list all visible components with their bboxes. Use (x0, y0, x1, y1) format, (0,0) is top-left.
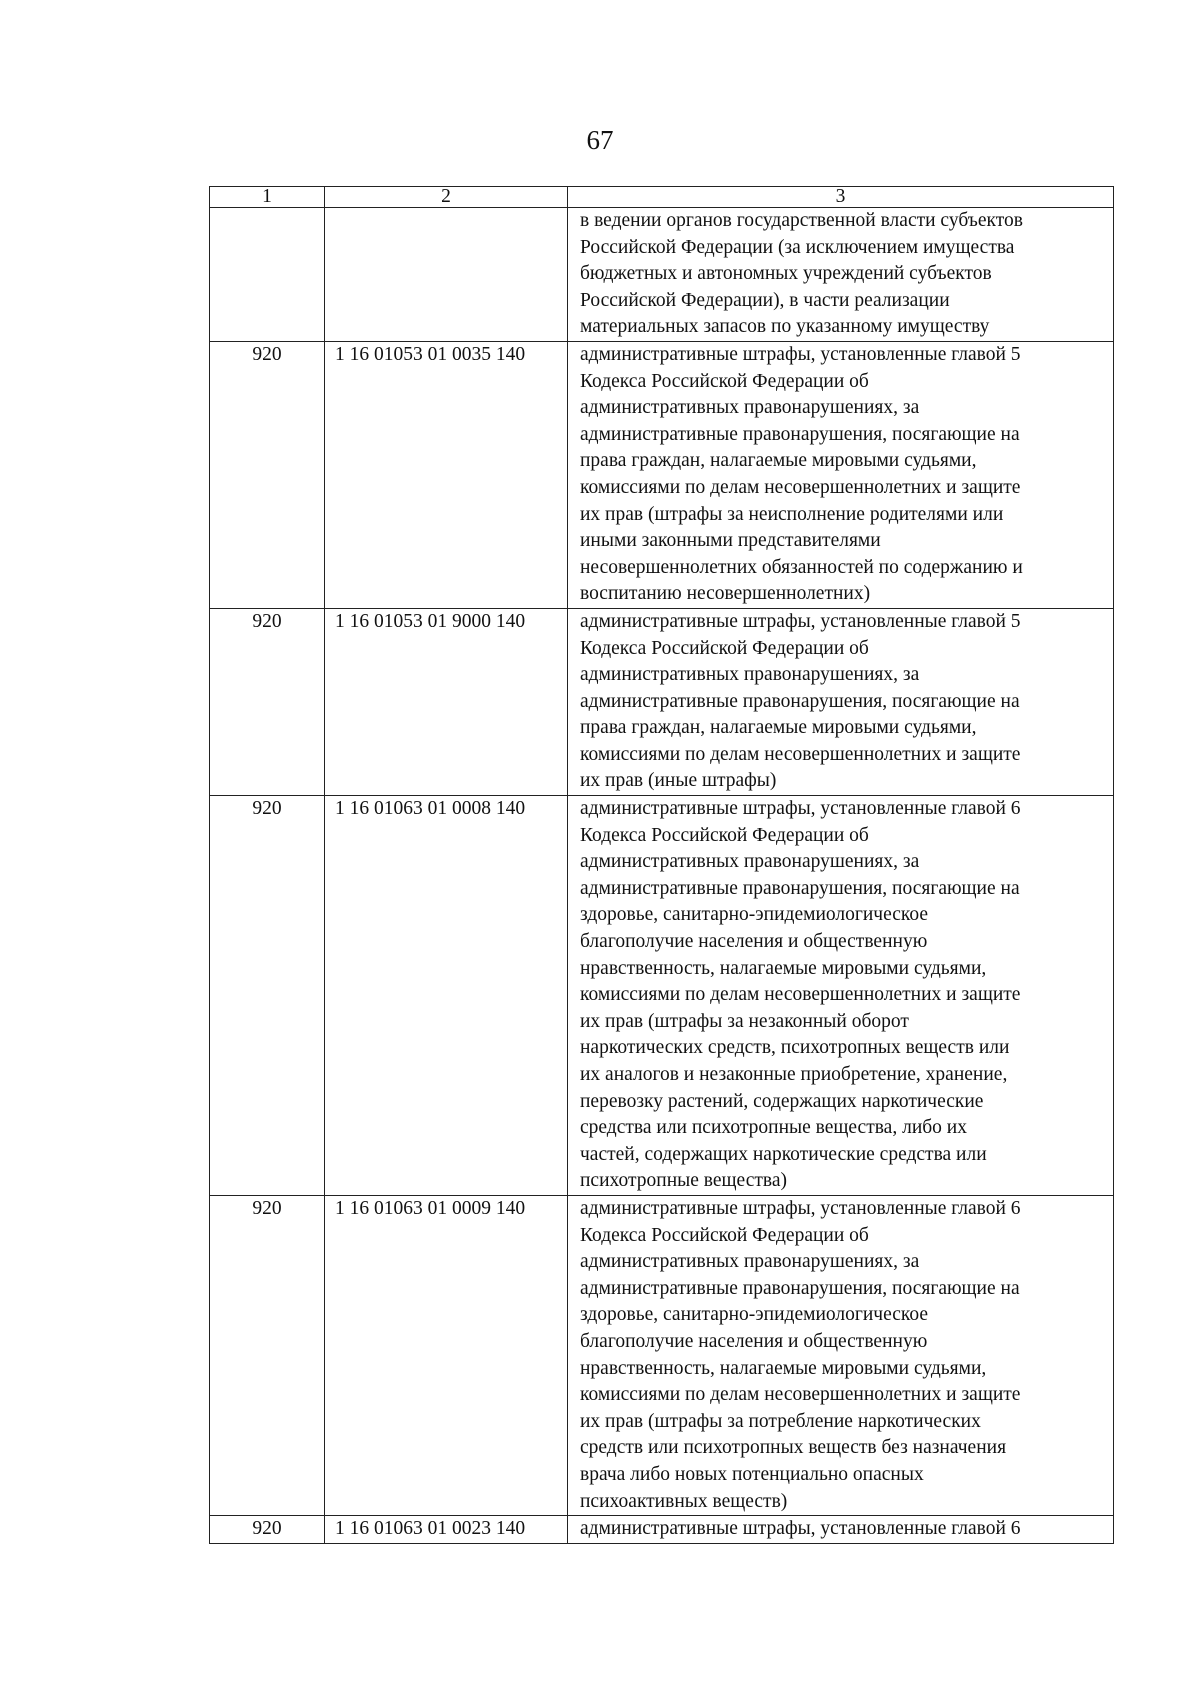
administrator-code-cell: 920 (210, 608, 325, 795)
budget-classification-code-cell: 1 16 01063 01 0023 140 (325, 1516, 568, 1544)
budget-classification-code-cell: 1 16 01053 01 0035 140 (325, 341, 568, 608)
description-line: административных правонарушениях, за (580, 664, 920, 686)
budget-classification-code-cell (325, 208, 568, 342)
description-line: Кодекса Российской Федерации об (580, 824, 869, 846)
description-line: административные штрафы, установленные главой 6 (580, 1197, 1021, 1219)
administrator-code-cell: 920 (210, 341, 325, 608)
description-line: Российской Федерации), в части реализации (580, 289, 950, 311)
description-line: права граждан, налагаемые мировыми судьями, (580, 717, 977, 739)
page-number: 67 (586, 125, 614, 155)
description-line: воспитанию несовершеннолетних) (580, 583, 871, 605)
administrator-code-cell: 920 (210, 1516, 325, 1544)
description-line: частей, содержащих наркотические средства или (580, 1143, 987, 1165)
description-line: их прав (штрафы за неисполнение родителями или (580, 503, 1004, 525)
description-line: материальных запасов по указанному имуществу (580, 316, 990, 338)
description-line: средств или психотропных веществ без назначения (580, 1437, 1007, 1459)
description-line: бюджетных и автономных учреждений субъектов (580, 263, 992, 285)
description-line: их прав (иные штрафы) (580, 770, 777, 792)
table-row (210, 796, 1114, 1196)
description-line: Кодекса Российской Федерации об (580, 637, 869, 659)
administrator-code-cell: 920 (210, 1195, 325, 1515)
description-line: здоровье, санитарно-эпидемиологическое (580, 1304, 929, 1326)
description-line: административные правонарушения, посягающие на (580, 1277, 1020, 1299)
revenue-description-cell (568, 341, 1114, 608)
description-line: иными законными представителями (580, 530, 881, 552)
description-line: административные правонарушения, посягающие на (580, 690, 1020, 712)
table-row (210, 208, 1114, 342)
budget-classification-code-cell: 1 16 01063 01 0008 140 (325, 796, 568, 1196)
description-line: перевозку растений, содержащих наркотические (580, 1090, 984, 1112)
description-line: врача либо новых потенциально опасных (580, 1463, 924, 1485)
description-line: Российской Федерации (за исключением имущества (580, 236, 1015, 258)
description-line: наркотических средств, психотропных веществ или (580, 1037, 1010, 1059)
administrator-code-cell: 920 (210, 796, 325, 1196)
description-line: средства или психотропные вещества, либо их (580, 1117, 967, 1139)
description-line: благополучие населения и общественную (580, 1330, 928, 1352)
description-line: административных правонарушениях, за (580, 397, 920, 419)
revenue-description-cell (568, 208, 1114, 342)
description-line: административные штрафы, установленные главой 5 (580, 610, 1021, 632)
description-line: благополучие населения и общественную (580, 931, 928, 953)
table-row (210, 608, 1114, 795)
description-line: административные штрафы, установленные главой 6 (580, 1518, 1021, 1540)
column-number-1: 1 (210, 187, 325, 208)
description-line: их аналогов и незаконные приобретение, хранение, (580, 1064, 1008, 1085)
description-line: комиссиями по делам несовершеннолетних и защите (580, 743, 1021, 765)
description-line: административные правонарушения, посягающие на (580, 877, 1020, 899)
table-row (210, 1195, 1114, 1515)
description-line: административные штрафы, установленные главой 5 (580, 343, 1021, 365)
description-line: здоровье, санитарно-эпидемиологическое (580, 904, 929, 926)
budget-classification-code-cell: 1 16 01053 01 9000 140 (325, 608, 568, 795)
description-line: нравственность, налагаемые мировыми судьями, (580, 957, 987, 979)
description-line: комиссиями по делам несовершеннолетних и защите (580, 984, 1021, 1006)
description-line: психотропные вещества) (580, 1170, 787, 1192)
description-line: Кодекса Российской Федерации об (580, 370, 869, 392)
column-number-3: 3 (568, 187, 1114, 208)
description-line: административных правонарушениях, за (580, 851, 920, 873)
description-line: Кодекса Российской Федерации об (580, 1224, 869, 1246)
column-number-header-row (210, 187, 1114, 208)
revenue-description-cell (568, 608, 1114, 795)
description-line: их прав (штрафы за незаконный оборот (580, 1010, 909, 1032)
table-row (210, 341, 1114, 608)
description-line: административных правонарушениях, за (580, 1251, 920, 1273)
revenue-description-cell (568, 1195, 1114, 1515)
revenue-codes-table (209, 186, 1114, 1544)
description-line: их прав (штрафы за потребление наркотических (580, 1410, 981, 1432)
description-line: комиссиями по делам несовершеннолетних и защите (580, 476, 1021, 498)
budget-classification-code-cell: 1 16 01063 01 0009 140 (325, 1195, 568, 1515)
table-row (210, 1516, 1114, 1544)
revenue-description-cell (568, 1516, 1114, 1544)
description-line: права граждан, налагаемые мировыми судьями, (580, 450, 977, 472)
revenue-description-cell (568, 796, 1114, 1196)
description-line: несовершеннолетних обязанностей по содержанию и (580, 556, 1023, 578)
description-line: административные штрафы, установленные главой 6 (580, 798, 1021, 820)
column-number-2: 2 (325, 187, 568, 208)
description-line: психоактивных веществ) (580, 1490, 788, 1512)
description-line: комиссиями по делам несовершеннолетних и защите (580, 1384, 1021, 1406)
description-line: нравственность, налагаемые мировыми судьями, (580, 1357, 987, 1379)
description-line: в ведении органов государственной власти субъектов (580, 210, 1023, 231)
administrator-code-cell (210, 208, 325, 342)
description-line: административные правонарушения, посягающие на (580, 423, 1020, 445)
